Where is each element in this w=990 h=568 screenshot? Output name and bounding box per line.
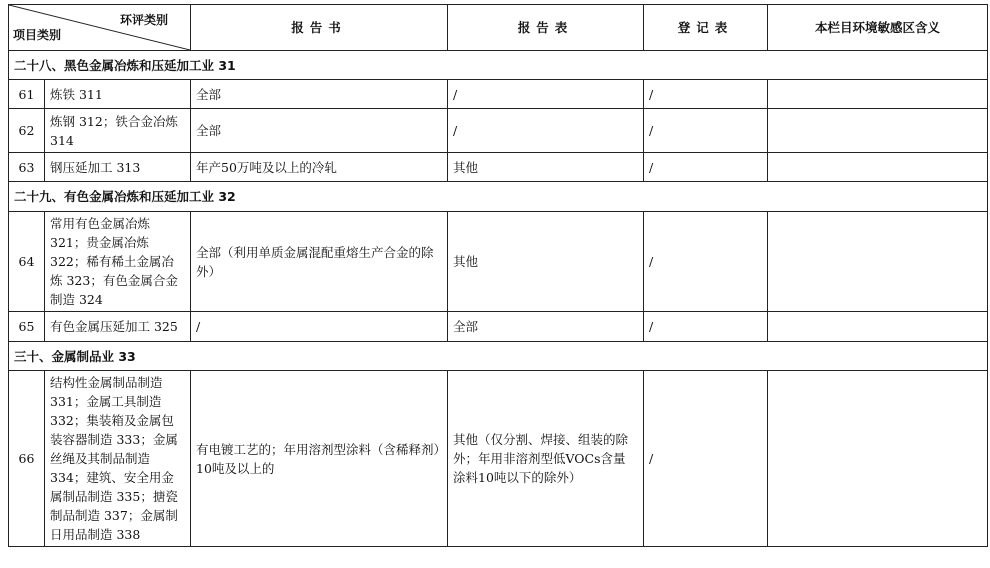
row-form: 其他（仅分割、焊接、组装的除外；年用非溶剂型低VOCs含量涂料10吨以下的除外） (448, 371, 644, 547)
row-category: 结构性金属制品制造 331；金属工具制造 332；集装箱及金属包装容器制造 333；金属丝绳及其制品制造 334；建筑、安全用金属制品制造 335；搪瓷制品制造 337；金属制日用品制造 338 (45, 371, 191, 547)
header-report: 报告书 (191, 5, 448, 51)
row-report: 全部 (191, 109, 448, 153)
row-report: 全部（利用单质金属混配重熔生产合金的除外） (191, 212, 448, 312)
eia-category-table (8, 4, 988, 547)
row-category: 常用有色金属冶炼 321；贵金属冶炼 322；稀有稀土金属冶炼 323；有色金属合金制造 324 (45, 212, 191, 312)
section-row (9, 51, 988, 80)
header-corner-cell (9, 5, 191, 51)
row-number: 65 (9, 312, 45, 342)
section-row (9, 342, 988, 371)
table-row (9, 153, 988, 182)
row-sensitive (768, 109, 988, 153)
section-title: 三十、金属制品业 33 (9, 342, 988, 371)
row-form: 其他 (448, 153, 644, 182)
row-register: / (644, 80, 768, 109)
table-row (9, 212, 988, 312)
header-row (9, 5, 988, 51)
row-number: 64 (9, 212, 45, 312)
row-sensitive (768, 212, 988, 312)
row-report: 年产50万吨及以上的冷轧 (191, 153, 448, 182)
row-sensitive (768, 80, 988, 109)
row-register: / (644, 371, 768, 547)
section-title: 二十九、有色金属冶炼和压延加工业 32 (9, 182, 988, 212)
row-register: / (644, 109, 768, 153)
row-register: / (644, 153, 768, 182)
row-category: 炼铁 311 (45, 80, 191, 109)
table-row (9, 312, 988, 342)
section-title: 二十八、黑色金属冶炼和压延加工业 31 (9, 51, 988, 80)
row-register: / (644, 312, 768, 342)
row-number: 63 (9, 153, 45, 182)
row-category: 炼钢 312；铁合金冶炼 314 (45, 109, 191, 153)
row-register: / (644, 212, 768, 312)
row-report: 有电镀工艺的；年用溶剂型涂料（含稀释剂）10吨及以上的 (191, 371, 448, 547)
row-form: 其他 (448, 212, 644, 312)
section-row (9, 182, 988, 212)
row-sensitive (768, 371, 988, 547)
header-form: 报告表 (448, 5, 644, 51)
row-number: 62 (9, 109, 45, 153)
table-row (9, 371, 988, 547)
table-row (9, 109, 988, 153)
row-form: 全部 (448, 312, 644, 342)
header-register: 登记表 (644, 5, 768, 51)
row-sensitive (768, 312, 988, 342)
table-row (9, 80, 988, 109)
row-report: / (191, 312, 448, 342)
row-form: / (448, 80, 644, 109)
row-form: / (448, 109, 644, 153)
corner-env-category: 环评类别 (119, 13, 168, 27)
row-report: 全部 (191, 80, 448, 109)
row-number: 61 (9, 80, 45, 109)
header-sensitive: 本栏目环境敏感区含义 (768, 5, 988, 51)
corner-project-category: 项目类别 (13, 28, 62, 42)
row-category: 有色金属压延加工 325 (45, 312, 191, 342)
row-category: 钢压延加工 313 (45, 153, 191, 182)
row-sensitive (768, 153, 988, 182)
row-number: 66 (9, 371, 45, 547)
